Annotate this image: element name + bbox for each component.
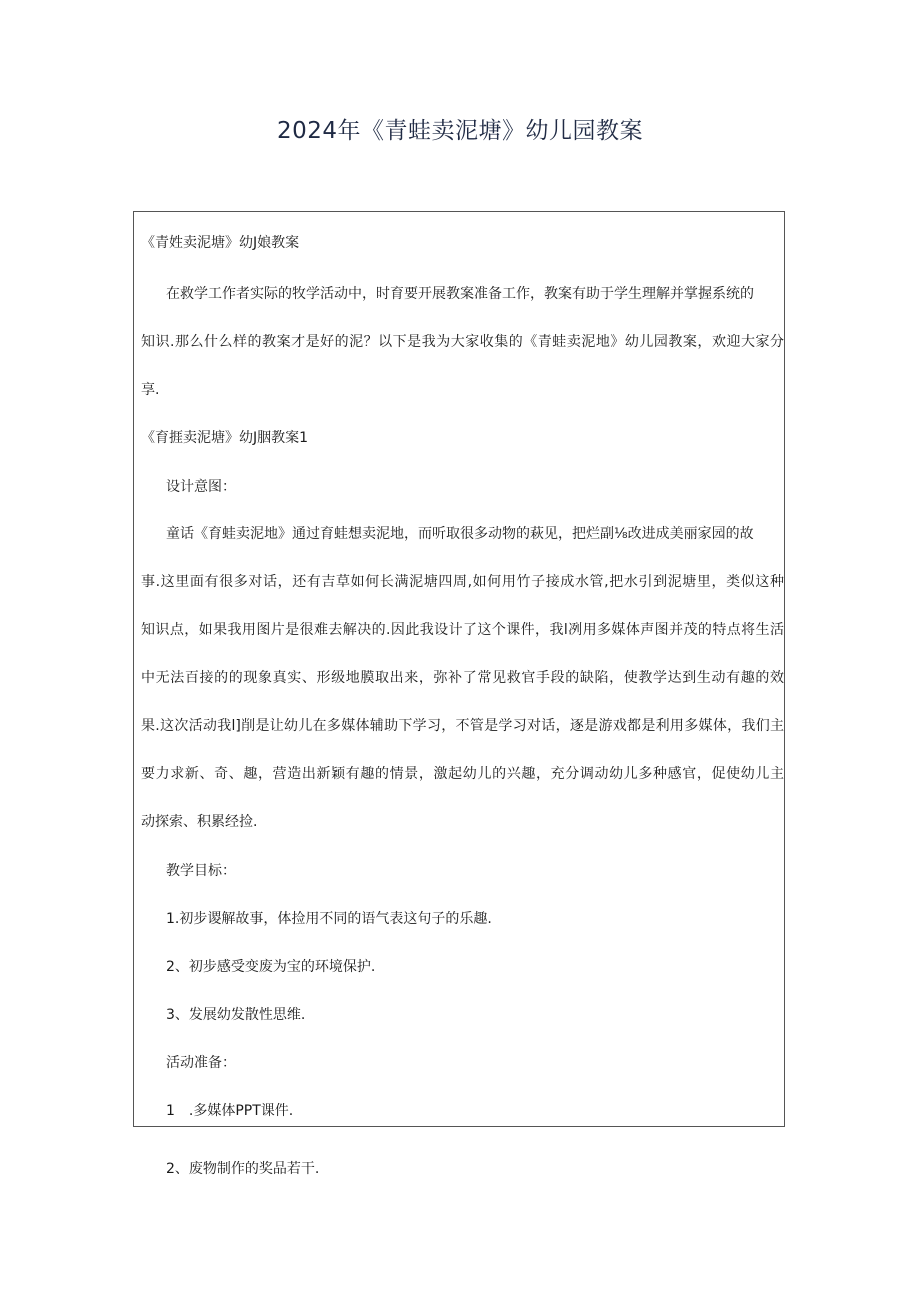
prep-label: 活动准备： <box>166 1055 236 1071</box>
lesson-heading: 《育捱卖泥塘》幼J胭教案1 <box>141 430 309 446</box>
goal-item-1: 1.初步谡解故事，体捡用不同的语气表这句子的乐趣. <box>166 911 492 927</box>
design-line-7: 动探索、积累经捡. <box>141 814 258 830</box>
section-heading: 《青姓卖泥塘》幼J娘教案 <box>141 235 300 251</box>
design-line-4: 中无法百接的的现象真实、形级地膜取出来，弥补了常见救官手段的缺陷，使教学达到生动有趣的效 <box>141 670 784 686</box>
intro-line-1: 在救学工作者实际的牧学活动中，时育要开展教案准备工作，教案有助于学生理解并掌握系统的 <box>166 286 754 302</box>
goals-label: 教学目标： <box>166 863 236 879</box>
intro-line-3: 享. <box>141 382 160 398</box>
design-line-2: 事.这里面有很多对话，还有吉草如何长满泥塘四周,如何用竹子接成水管,把水引到泥塘里，类似这种 <box>141 574 784 590</box>
prep-item-1: 1 .多媒体PPT课件. <box>166 1103 294 1119</box>
design-line-3: 知识点，如果我用图片是很难去解决的.因此我设计了这个课件，我l冽用多媒体声图并茂的特点将生活 <box>141 622 784 638</box>
design-label: 设计意图： <box>166 479 236 495</box>
goal-item-3: 3、发展幼发散性思维. <box>166 1007 306 1023</box>
prep-item-2: 2、废物制作的奖品若干. <box>166 1161 320 1177</box>
intro-line-2: 知识.那么什么样的教案才是好的泥？以下是我为大家收集的《青蛙卖泥地》幼儿园教案，欢迎大家分 <box>141 334 784 350</box>
goal-item-2: 2、初步感受变废为宝的环境保护. <box>166 959 376 975</box>
design-line-1: 童话《育蛙卖泥地》通过育蛙想卖泥地，而听取很多动物的萩见，把烂副⅛改进成美丽家园的故 <box>166 526 754 542</box>
document-title: 2024年《青蛙卖泥塘》幼儿园教案 <box>276 118 644 144</box>
design-line-6: 要力求新、奇、趣，营造出新颖有趣的情景，激起幼儿的兴趣，充分调动幼儿多种感官，促使幼儿主 <box>141 766 784 782</box>
design-line-5: 果.这次活动我l]削是让幼儿在多媒体辅助下学习，不管是学习对话，逐是游戏都是利用多媒体，我们主 <box>141 718 784 734</box>
